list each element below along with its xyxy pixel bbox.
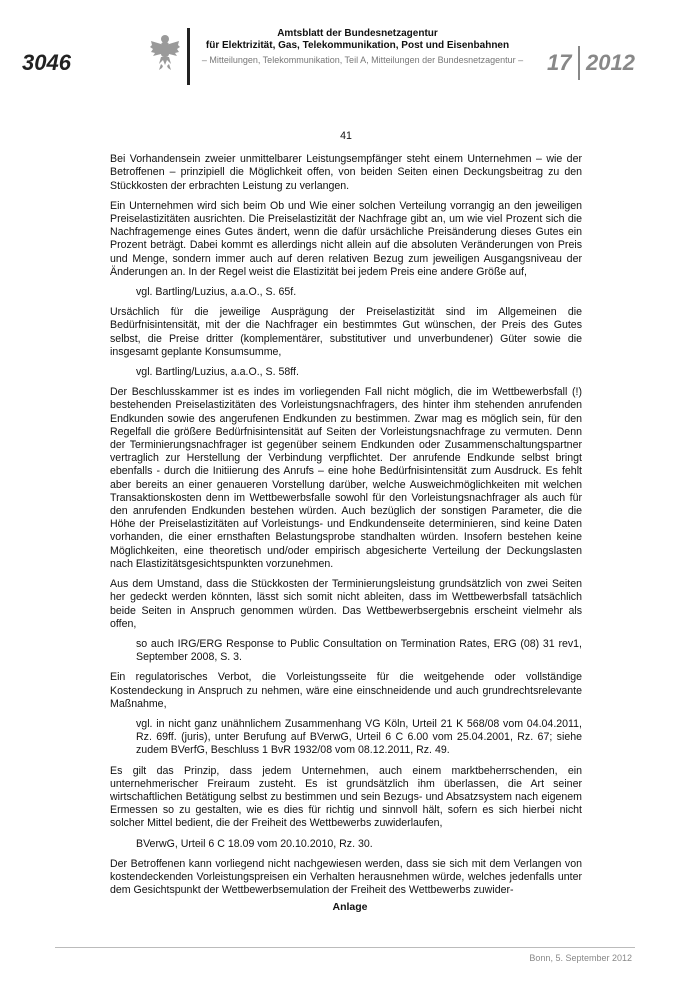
publication-title-line-1: Amtsblatt der Bundesnetzagentur <box>277 28 438 39</box>
paragraph: Aus dem Umstand, dass die Stückkosten der Terminierungsleistung grundsätzlich von zwei Seiten her gedeckt werden könnten, lässt sich somit nicht ableiten, dass im Wettbewerbsfall tatsächlich beide Seiten in Anspruch genommen würden. Das Wettbewerbsergebnis erscheint vielmehr als offen, <box>110 578 582 630</box>
paragraph: Ursächlich für die jeweilige Ausprägung der Preiselastizität sind im Allgemeinen die Bedürfnisintensität, mit der die Nachfrager ein bestimmtes Gut wünschen, der Preis des Gutes selbst, die Preise dritter (komplementärer, substitutiver und unverbundener) Güter sowie die insgesamt geplante Konsumsumme, <box>110 306 582 358</box>
paragraph: Bei Vorhandensein zweier unmittelbarer Leistungsempfänger steht einem Unternehmen – wie der Betroffenen – prinzipiell die Möglichkeit offen, von beiden Seiten einen Deckungsbeitrag zu den Stückkosten der erbrachten Leistung zu verlangen. <box>110 153 582 192</box>
section-number: 41 <box>340 130 352 142</box>
paragraph: Ein regulatorisches Verbot, die Vorleistungsseite für die weitgehende oder vollständige Kostendeckung in Anspruch zu nehmen, wäre eine einschneidende und auch grundrechtsrelevante Maßnahme, <box>110 671 582 710</box>
publication-subtitle: – Mitteilungen, Telekommunikation, Teil A, Mitteilungen der Bundesnetzagentur – <box>201 55 524 65</box>
footer-divider <box>55 947 635 948</box>
federal-eagle-icon <box>150 33 180 71</box>
footer-date: Bonn, 5. September 2012 <box>529 953 632 963</box>
issue-number: 17 <box>547 50 572 75</box>
publication-title <box>190 28 525 52</box>
paragraph: Der Betroffenen kann vorliegend nicht nachgewiesen werden, dass sie sich mit dem Verlangen von kostendeckenden Vorleistungspreisen ein Verhalten herausnehmen würde, welches jedenfalls unter dem Gesichtspunkt der Wettbewerbsemulation der Freiheit des Wettbewerbs zuwider- <box>110 857 582 897</box>
page-number: 3046 <box>22 50 71 75</box>
citation: BVerwG, Urteil 6 C 18.09 vom 20.10.2010, Rz. 30. <box>136 837 373 850</box>
issue-year: 2012 <box>586 50 635 75</box>
paragraph: Es gilt das Prinzip, dass jedem Unternehmen, auch einem marktbeherrschenden, ein unternehmerischer Freiraum zusteht. Es ist grundsätzlich ihm überlassen, die Art seiner wirtschaftlichen Betätigung selbst zu bestimmen und sein Bezugs- und Absatzsystem nach eigenem Ermessen so zu gestalten, wie es dies für richtig und sinnvoll hält, sofern es sich hierbei nicht solcher Mittel bedient, die der Freiheit des Wettbewerbs zuwiderlaufen, <box>110 764 582 830</box>
citation: so auch IRG/ERG Response to Public Consultation on Termination Rates, ERG (08) 31 rev1, September 2008, S. 3. <box>136 637 582 664</box>
publication-title-line-2: für Elektrizität, Gas, Telekommunikation, Post und Eisenbahnen <box>205 40 510 51</box>
paragraph: Ein Unternehmen wird sich beim Ob und Wie einer solchen Verteilung vorrangig an den jeweiligen Preiselastizitäten ausrichten. Die Preiselastizität der Nachfrage gibt an, um wie viel Prozent sich die Nachfragemenge eines Gutes ändert, wenn die dafür ursächliche Preisänderung dieses Gutes ein Prozent beträgt. Dabei kommt es allerdings nicht allein auf die absoluten Veränderungen von Preis und Menge, sondern immer auch auf deren relativen Bezug zum jeweiligen Ausgangsniveau der Änderungen an. In der Regel weist die Elastizität bei jedem Preis eine andere Größe auf, <box>110 199 582 278</box>
appendix-heading: Anlage <box>332 901 368 913</box>
citation: vgl. Bartling/Luzius, a.a.O., S. 58ff. <box>136 366 299 379</box>
document-body <box>110 130 582 904</box>
paragraph: Der Beschlusskammer ist es indes im vorliegenden Fall nicht möglich, die im Wettbewerbsfall (!) bestehenden Preiselastizitäten des Vorleistungsnachfragers, des hinter ihm stehenden anrufenden Endkunden sowie des angerufenen Endkunden zu bestimmen. Zwar mag es möglich sein, für den Regelfall die größere Bedürfnisintensität auf Seiten der Vorleistungsnachfrage zu vermuten. Denn der Terminierungsnachfrager ist gegenüber seinem Endkunden oder Zusammenschaltungspartner vertraglich zur Herstellung der Verbindung verpflichtet. Der anrufende Endkunde selbst bringt ebenfalls - durch die Initiierung des Anrufs – eine hohe Bedürfnisintensität zum Ausdruck. Es fehlt aber bereits an einer genaueren Vorstellung darüber, welche Ausweichmöglichkeiten mit welchen Transaktionskosten denn im Wettbewerbsfalle sowohl für den Vorleistungsnachfrager als auch für den anrufenden Endkunden bestehen würden. Auch bezüglich der sonstigen Parameter, die die Höhe der Preiselastizitäten auf Vorleistungs- und Endkundenseite determinieren, sind keine Daten vorhanden, die einer ernsthaften Belastungsprobe standhalten würden. Insofern bestehen keine Möglichkeiten, eine theoretisch und/oder empirisch abgesicherte Verteilung der Deckungslasten nach Elastizitätsgesichtspunkten vorzunehmen. <box>110 386 582 570</box>
citation: vgl. in nicht ganz unähnlichem Zusammenhang VG Köln, Urteil 21 K 568/08 vom 04.04.2011, Rz. 69ff. (juris), unter Berufung auf BVerwG, Urteil 6 C 6.00 vom 25.04.2001, Rz. 67; siehe zudem BVerfG, Beschluss 1 BvR 1932/08 vom 08.12.2011, Rz. 49. <box>136 717 582 757</box>
issue-divider <box>578 46 580 80</box>
citation: vgl. Bartling/Luzius, a.a.O., S. 65f. <box>136 286 297 299</box>
